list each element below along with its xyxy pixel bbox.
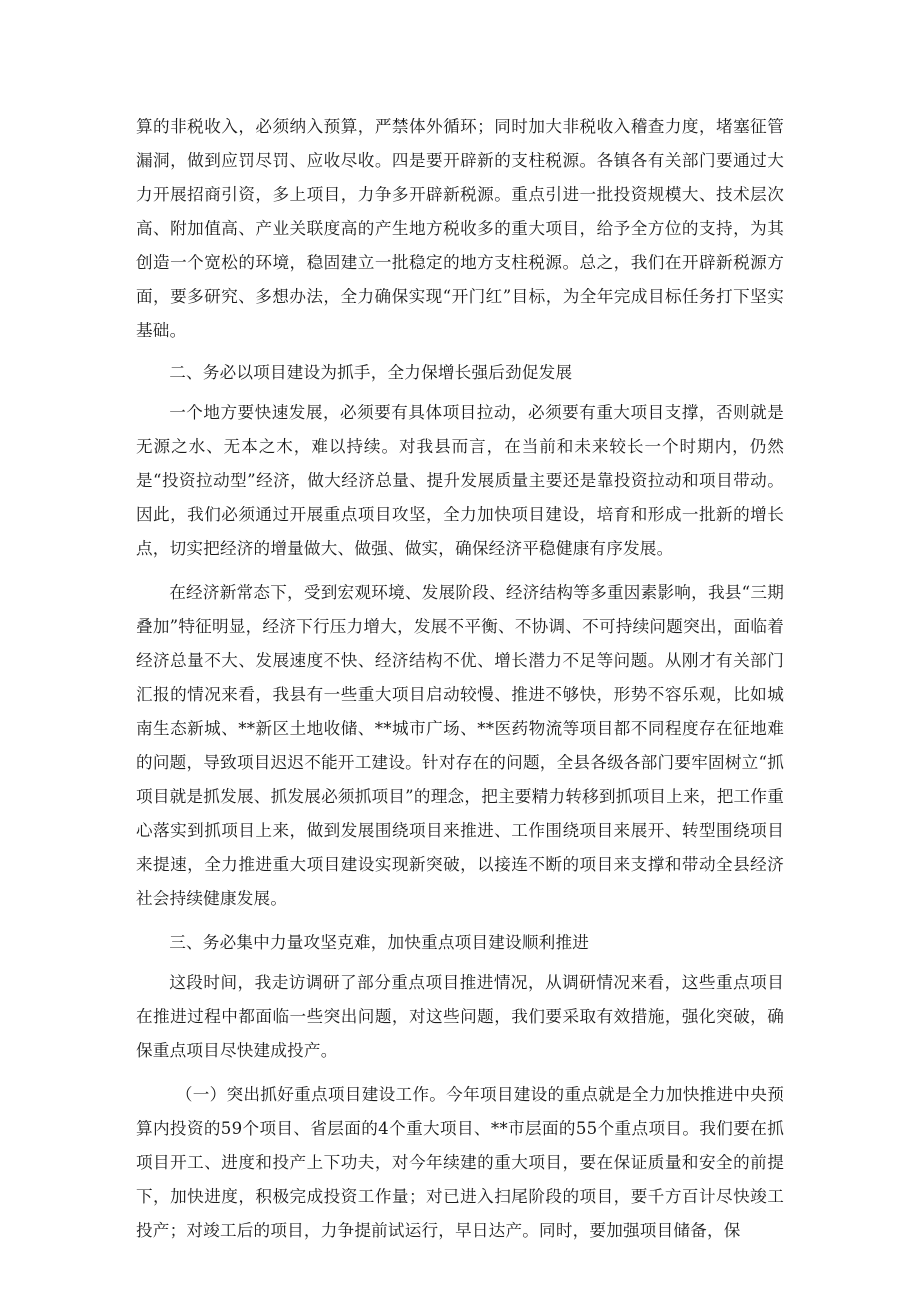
paragraph-continuation: 算的非税收入，必须纳入预算，严禁体外循环；同时加大非税收入稽查力度，堵塞征管漏洞，做到应罚尽罚、应收尽收。四是要开辟新的支柱税源。各镇各有关部门要通过大力开展招商引资，多上项目，力争多开辟新税源。重点引进一批投资规模大、技术层次高、附加值高、产业关联度高的产生地方税收多的重大项目，给予全方位的支持，为其创造一个宽松的环境，稳固建立一批稳定的地方支柱税源。总之，我们在开辟新税源方面，要多研究、多想办法，全力确保实现“开门红”目标，为全年完成目标任务打下坚实基础。 — [136, 117, 784, 340]
paragraph: 一个地方要快速发展，必须要有具体项目拉动，必须要有重大项目支撑，否则就是无源之水、无本之木，难以持续。对我县而言，在当前和未来较长一个时期内，仍然是“投资拉动型”经济，做大经济总量、提升发展质量主要还是靠投资拉动和项目带动。因此，我们必须通过开展重点项目攻坚，全力加快项目建设，培育和形成一批新的增长点，切实把经济的增量做大、做强、做实，确保经济平稳健康有序发展。 — [136, 403, 784, 558]
paragraph: 这段时间，我走访调研了部分重点项目推进情况，从调研情况来看，这些重点项目在推进过程中都面临一些突出问题，对这些问题，我们要采取有效措施，强化突破，确保重点项目尽快建成投产。 — [136, 973, 784, 1060]
document-body — [136, 110, 784, 1248]
subsection-paragraph: （一）突出抓好重点项目建设工作。今年项目建设的重点就是全力加快推进中央预算内投资的59个项目、省层面的4个重大项目、**市层面的55个重点项目。我们要在抓项目开工、进度和投产上下功夫，对今年续建的重大项目，要在保证质量和安全的前提下，加快进度，积极完成投资工作量；对已进入扫尾阶段的项目，要千方百计尽快竣工投产；对竣工后的项目，力争提前试运行，早日达产。同时，要加强项目储备，保 — [136, 1085, 784, 1240]
section-heading-2: 二、务必以项目建设为抓手，全力保增长强后劲促发展 — [169, 363, 573, 382]
paragraph: 在经济新常态下，受到宏观环境、发展阶段、经济结构等多重因素影响，我县“三期叠加”特征明显，经济下行压力增大，发展不平衡、不协调、不可持续问题突出，面临着经济总量不大、发展速度不快、经济结构不优、增长潜力不足等问题。从刚才有关部门汇报的情况来看，我县有一些重大项目启动较慢、推进不够快，形势不容乐观，比如城南生态新城、**新区土地收储、**城市广场、**医药物流等项目都不同程度存在征地难的问题，导致项目迟迟不能开工建设。针对存在的问题，全县各级各部门要牢固树立“抓项目就是抓发展、抓发展必须抓项目”的理念，把主要精力转移到抓项目上来，把工作重心落实到抓项目上来，做到发展围绕项目来推进、工作围绕项目来展开、转型围绕项目来提速，全力推进重大项目建设实现新突破，以接连不断的项目来支撑和带动全县经济社会持续健康发展。 — [136, 583, 784, 908]
section-heading-3: 三、务必集中力量攻坚克难，加快重点项目建设顺利推进 — [169, 933, 590, 952]
